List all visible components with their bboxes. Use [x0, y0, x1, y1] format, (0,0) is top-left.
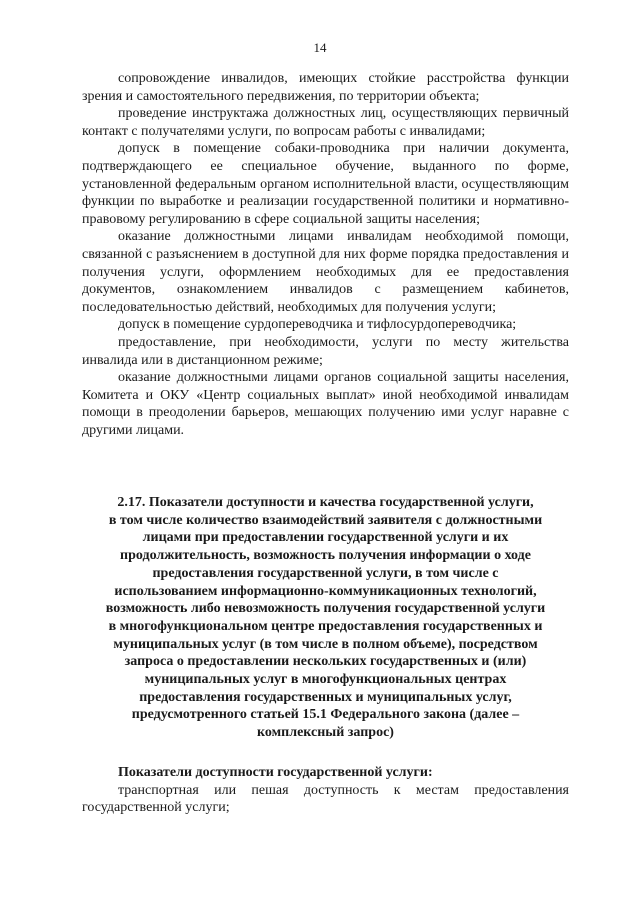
heading-line: предусмотренного статьей 15.1 Федерального закона (далее – — [131, 707, 520, 723]
heading-line: предоставления государственных и муниципальных услуг, — [139, 689, 512, 705]
section-heading — [82, 494, 569, 742]
heading-line: возможность либо невозможность получения государственной услуги — [105, 601, 546, 617]
paragraph: оказание должностными лицами органов социальной защиты населения, Комитета и ОКУ «Центр социальных выплат» иной необходимой инвалидам помощи в преодолении барьеров, мешающих получению ими услуг наравне с другими лицами. — [82, 370, 569, 438]
page-number: 14 — [313, 40, 327, 55]
heading-line: 2.17. Показатели доступности и качества государственной услуги, — [117, 495, 534, 510]
heading-line: комплексный запрос) — [257, 725, 394, 741]
heading-line: в том числе количество взаимодействий заявителя с должностными — [108, 512, 543, 528]
heading-line: продолжительность, возможность получения информации о ходе — [120, 548, 531, 564]
heading-line: предоставления государственной услуги, в том числе с — [152, 565, 499, 581]
paragraph: допуск в помещение сурдопереводчика и тифлосурдопереводчика; — [118, 317, 517, 333]
paragraph: оказание должностными лицами инвалидам необходимой помощи, связанной с разъяснением в доступной для них форме порядка предоставления и получения услуги, оформлением необходимых для ее предоставления документов, ознакомлением инвалидов с размещением кабинетов, последовательностью действий, необходимых для получения услуги; — [82, 229, 569, 315]
heading-line: муниципальных услуг (в том числе в полном объеме), посредством — [113, 636, 538, 652]
paragraph: допуск в помещение собаки-проводника при наличии документа, подтверждающего ее специальное обучение, выданного по форме, установленной федеральным органом исполнительной власти, осуществляющим функции по выработке и реализации государственной политики и нормативно-правовому регулированию в сфере социальной защиты населения; — [82, 141, 569, 227]
heading-line: в многофункциональном центре предоставления государственных и — [108, 618, 543, 634]
paragraph: сопровождение инвалидов, имеющих стойкие расстройства функции зрения и самостоятельного передвижения, по территории объекта; — [82, 71, 569, 104]
paragraph: проведение инструктажа должностных лиц, осуществляющих первичный контакт с получателями услуги, по вопросам работы с инвалидами; — [82, 106, 569, 139]
tail-section — [82, 764, 569, 817]
subheading: Показатели доступности государственной услуги: — [118, 765, 433, 780]
heading-line: муниципальных услуг в многофункциональных центрах — [144, 672, 507, 688]
heading-line: лицами при предоставлении государственной услуги и их — [142, 530, 509, 546]
body-text — [82, 70, 569, 439]
paragraph: предоставление, при необходимости, услуги по месту жительства инвалида или в дистанционном режиме; — [82, 334, 569, 368]
paragraph: транспортная или пешая доступность к местам предоставления государственной услуги; — [82, 782, 569, 816]
heading-line: запроса о предоставлении нескольких государственных и (или) — [124, 654, 527, 670]
heading-line: использованием информационно-коммуникационных технологий, — [114, 583, 537, 599]
